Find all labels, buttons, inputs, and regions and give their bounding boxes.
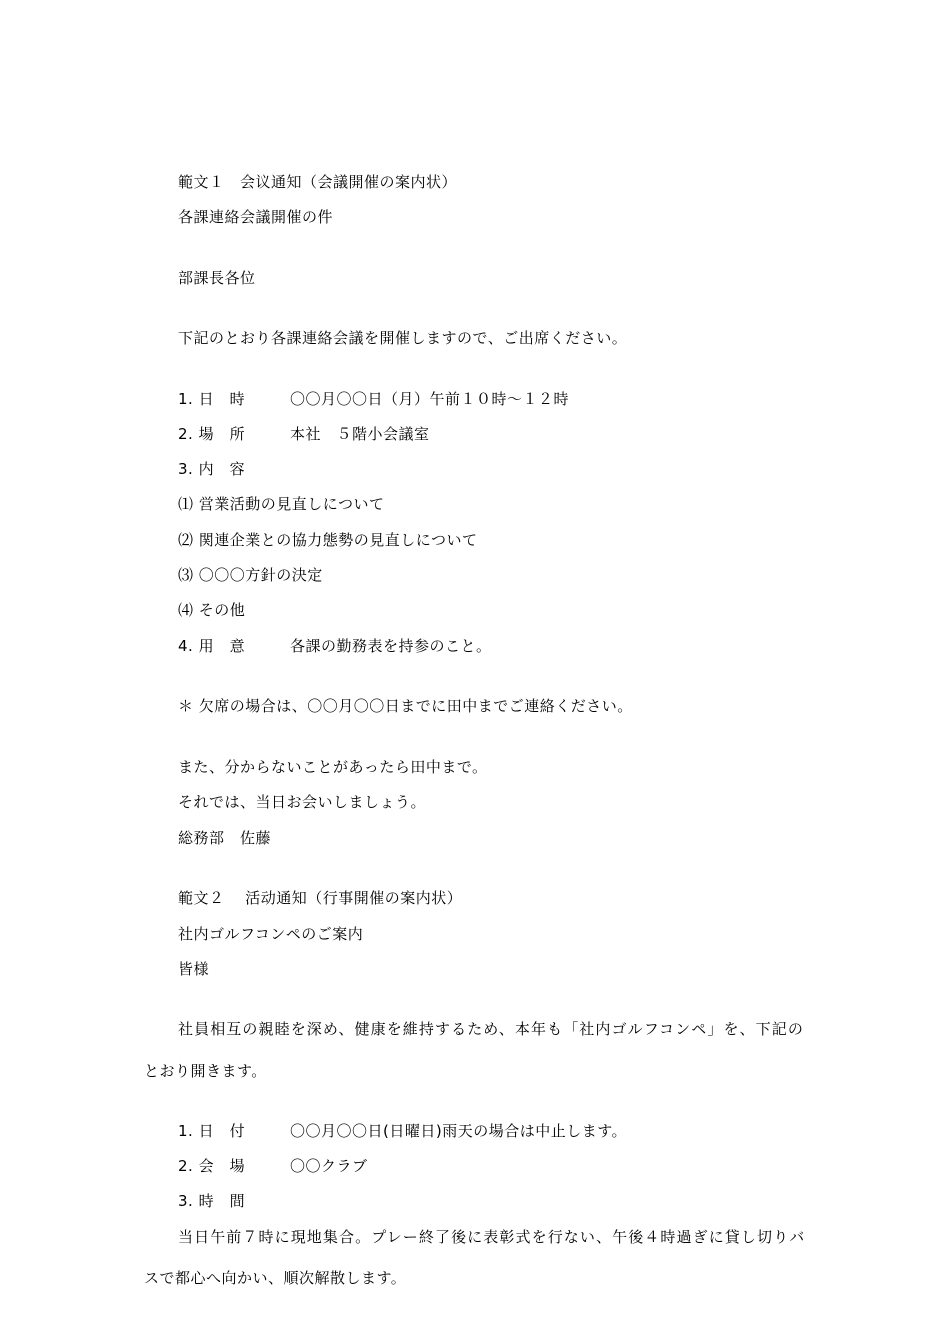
agenda-item: ⑵ 関連企業との協力態勢の見直しについて <box>178 531 478 549</box>
section1-item-place <box>178 424 430 444</box>
section1-heading: 範文１ 会议通知（会議開催の案内状） <box>178 173 458 191</box>
section2-detail-line: スで都心へ向かい、順次解散します。 <box>144 1269 407 1287</box>
section1-addressee: 部課長各位 <box>178 269 256 287</box>
item-value: 〇〇月〇〇日（月）午前１０時～１２時 <box>290 390 570 408</box>
item-value: 〇〇クラブ <box>290 1157 368 1175</box>
item-label: 3. 時 間 <box>178 1192 246 1210</box>
item-label: 3. 内 容 <box>178 460 246 478</box>
agenda-item: ⑷ その他 <box>178 601 246 619</box>
section1-item-prepare <box>178 636 492 656</box>
section2-intro-line: とおり開きます。 <box>144 1062 267 1080</box>
agenda-item: ⑶ 〇〇〇方針の決定 <box>178 566 323 584</box>
absence-note: ＊ 欠席の場合は、〇〇月〇〇日までに田中までご連絡ください。 <box>178 697 633 715</box>
closing-line: それでは、当日お会いしましょう。 <box>178 793 427 811</box>
agenda-item: ⑴ 営業活動の見直しについて <box>178 495 385 513</box>
section2-addressee: 皆様 <box>178 960 210 978</box>
section2-detail-line: 当日午前７時に現地集合。プレー終了後に表彰式を行ない、午後４時過ぎに貸し切りバ <box>178 1228 806 1246</box>
section2-intro-line: 社員相互の親睦を深め、健康を維持するため、本年も「社内ゴルフコンペ」を、下記の <box>178 1020 804 1038</box>
item-label: 2. 会 場 <box>178 1157 246 1175</box>
item-label: 1. 日 付 <box>178 1122 246 1140</box>
section1-intro: 下記のとおり各課連絡会議を開催しますので、ご出席ください。 <box>178 329 628 347</box>
section2-heading: 範文２ 活动通知（行事開催の案内状） <box>178 889 463 907</box>
section2-subject: 社内ゴルフコンペのご案内 <box>178 925 364 943</box>
section1-item-date <box>178 389 569 409</box>
closing-line: また、分からないことがあったら田中まで。 <box>178 758 488 776</box>
section1-subject: 各課連絡会議開催の件 <box>178 208 334 226</box>
item-value: 本社 ５階小会議室 <box>290 425 430 443</box>
section2-item-date <box>178 1121 627 1141</box>
item-label: 1. 日 時 <box>178 390 246 408</box>
section2-item-time <box>178 1191 290 1211</box>
item-label: 4. 用 意 <box>178 637 246 655</box>
item-label: 2. 場 所 <box>178 425 246 443</box>
item-value: 各課の勤務表を持参のこと。 <box>290 637 492 655</box>
section1-item-content <box>178 459 290 479</box>
section2-item-venue <box>178 1156 368 1176</box>
sender: 総務部 佐藤 <box>178 829 272 847</box>
item-value: 〇〇月〇〇日(日曜日)雨天の場合は中止します。 <box>290 1122 628 1140</box>
